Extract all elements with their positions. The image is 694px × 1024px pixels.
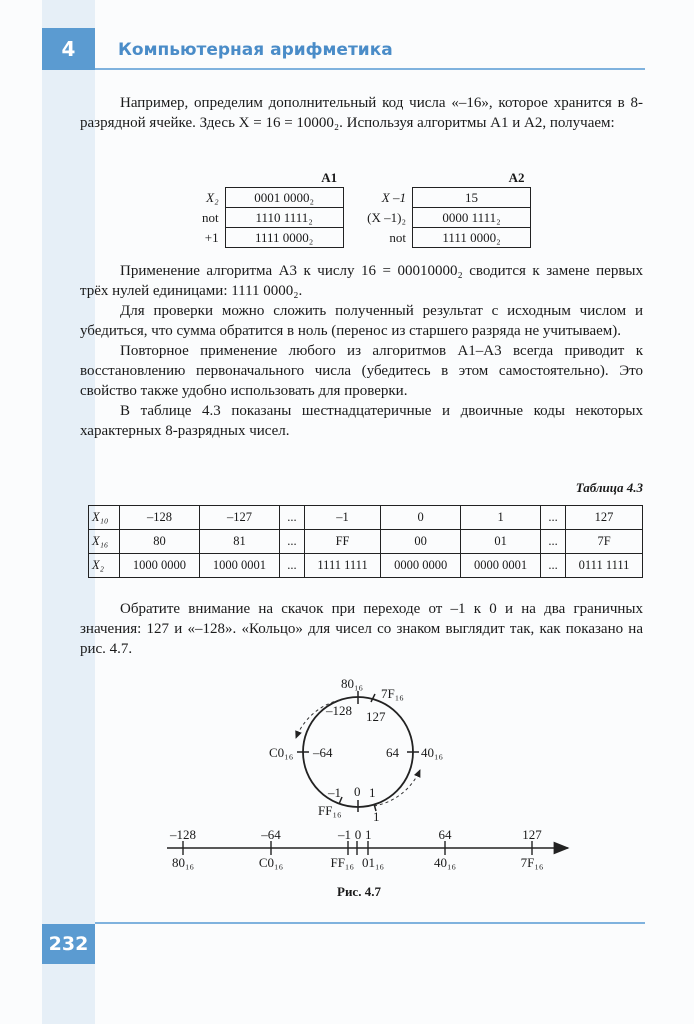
table-cell: ... (279, 554, 304, 578)
chapter-title: Компьютерная арифметика (118, 40, 393, 60)
ring-label: 127 (366, 709, 386, 724)
axis-dec-label: –64 (261, 827, 281, 842)
paragraph-3: Для проверки можно сложить полученный результат с исходным числом и убедиться, что сумма обратится в ноль (перенос из старшего разряда не учитываем). (80, 303, 643, 339)
row-header: X₁₀ (89, 506, 120, 530)
a2-value: 15 (413, 188, 531, 208)
table-cell: ... (541, 554, 566, 578)
table-cell: 1000 0001 (199, 554, 279, 578)
a1-label: +1 (204, 229, 219, 245)
ring-label: C0₁₆ (269, 745, 294, 760)
ring-label: 7F₁₆ (381, 686, 404, 701)
table-cell: FF (304, 530, 380, 554)
a1-label: X₂ (206, 189, 219, 205)
ring-label: 1 (369, 785, 376, 800)
table-cell: ... (279, 506, 304, 530)
a1-value: 1111 0000₂ (225, 228, 343, 248)
ring-label: 0 (354, 784, 361, 799)
axis-dec-label: 0 (354, 827, 362, 842)
a2-label: not (389, 229, 406, 245)
table-cell: 7F (566, 530, 643, 554)
axis-dec-label: 64 (438, 827, 452, 842)
table-cell: 81 (199, 530, 279, 554)
axis-dec-label: 127 (522, 827, 542, 842)
figure-caption: Рис. 4.7 (337, 884, 381, 899)
table-cell: ... (541, 506, 566, 530)
axis-hex-label: 40₁₆ (433, 855, 457, 870)
table-cell: 80 (120, 530, 200, 554)
paragraph-2: Применение алгоритма А3 к числу 16 = 00010000₂ сводится к замене первых трёх нулей единицами: 1111 0000₂. (80, 263, 643, 299)
table-cell: –1 (304, 506, 380, 530)
table-cell: 0000 0001 (461, 554, 541, 578)
ring-label: 64 (386, 745, 399, 760)
table-cell: –127 (199, 506, 279, 530)
table-cell: 127 (566, 506, 643, 530)
chapter-number: 4 (42, 28, 95, 70)
row-header: X₁₆ (89, 530, 120, 554)
ring-label: –1 (328, 785, 341, 800)
table-cell: 00 (381, 530, 461, 554)
axis-hex-label: 80₁₆ (171, 855, 195, 870)
axis-hex-label: 01₁₆ (362, 855, 385, 870)
axis-hex-label: 7F₁₆ (520, 855, 544, 870)
table-cell: 1000 0000 (120, 554, 200, 578)
paragraph-6: Обратите внимание на скачок при переходе от –1 к 0 и на два граничных значения: 127 и «–128». «Кольцо» для чисел со знаком выглядит так, как показано на рис. 4.7. (80, 601, 643, 657)
a1-title: А1 (321, 169, 338, 185)
row-header: X₂ (89, 554, 120, 578)
table-cell: –128 (120, 506, 200, 530)
ring-label: 80₁₆ (341, 676, 364, 691)
page-number: 232 (42, 924, 95, 964)
a1-value: 0001 0000₂ (225, 188, 343, 208)
table-cell: 1111 1111 (304, 554, 380, 578)
a2-value: 1111 0000₂ (413, 228, 531, 248)
footer-rule (95, 922, 645, 924)
table-cell: ... (541, 530, 566, 554)
a2-title: А2 (508, 169, 525, 185)
a1-value: 1110 1111₂ (225, 208, 343, 228)
table-caption: Таблица 4.3 (575, 480, 643, 495)
a1-label: not (202, 209, 219, 225)
table-cell: 0000 0000 (381, 554, 461, 578)
axis-dec-label: –1 (338, 827, 351, 842)
table-cell: 0 (381, 506, 461, 530)
ring-label: –64 (313, 745, 333, 760)
a2-label: X –1 (381, 189, 406, 205)
axis-hex-label: FF₁₆ (330, 855, 354, 870)
a2-label: (X –1)₂ (367, 209, 406, 225)
table-cell: 1 (461, 506, 541, 530)
paragraph-1: Например, определим дополнительный код числа «–16», которое хранится в 8-разрядной ячейке. Здесь X = 16 = 10000₂. Используя алгоритмы А1 и А2, получаем: (80, 95, 643, 131)
paragraph-4: Повторное применение любого из алгоритмов А1–А3 всегда приводит к восстановлению первоначального числа (убедитесь в этом самостоятельно). Это свойство также удобно использовать для проверки. (80, 343, 643, 399)
a2-value: 0000 1111₂ (413, 208, 531, 228)
table-cell: 0111 1111 (566, 554, 643, 578)
ring-label: 1 (373, 809, 380, 824)
table-cell: ... (279, 530, 304, 554)
axis-dec-label: 1 (365, 827, 372, 842)
ring-label: FF₁₆ (318, 803, 342, 818)
ring-label: 40₁₆ (421, 745, 444, 760)
ring-arrow-cw (374, 770, 420, 806)
ring-label: –128 (326, 703, 352, 718)
paragraph-5: В таблице 4.3 показаны шестнадцатеричные и двоичные коды некоторых характерных 8-разрядных чисел. (80, 403, 643, 439)
axis-hex-label: C0₁₆ (258, 855, 284, 870)
axis-dec-label: –128 (170, 827, 196, 842)
table-cell: 01 (461, 530, 541, 554)
